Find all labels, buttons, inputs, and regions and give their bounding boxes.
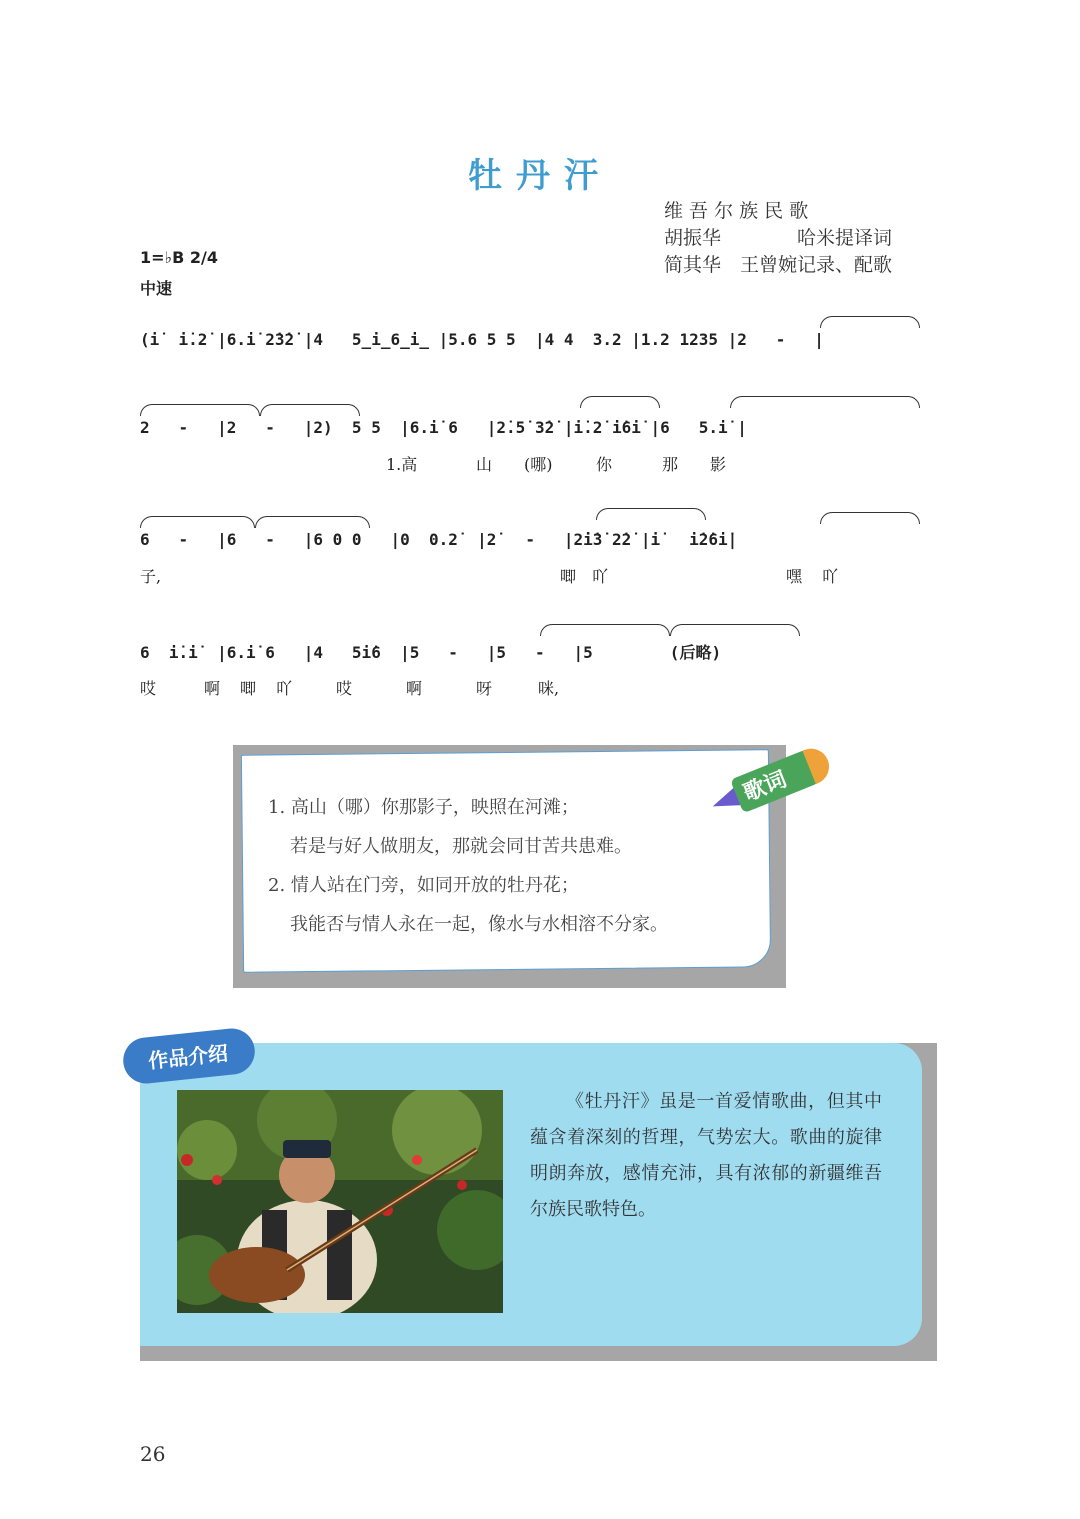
tie-slur	[730, 396, 920, 408]
score-notes-4: 6 i̇.i̇ |6.i̇ 6 |4 5i̇6 |5 - |5 - |5 (后略)	[140, 643, 722, 662]
lyrics-line: 1. 高山（哪）你那影子，映照在河滩；	[268, 797, 579, 818]
lyric-syllable: 影	[710, 455, 727, 474]
credit-line-arrangers: 简其华 王曾婉记录、配歌	[664, 254, 893, 276]
lyric-syllable: 哎	[336, 679, 353, 698]
tie-slur	[820, 512, 920, 524]
lyrics-line: 2. 情人站在门旁，如同开放的牡丹花；	[268, 875, 579, 896]
score-notes-1: (i̇ i̇.2̇ |6.i̇ 2̇3̇2̇ |4 5̲i̲6̲i̲ |5.6 5 5 |4 4 3.2 |1.2 1235 |2 - |	[140, 330, 824, 349]
tie-slur	[140, 404, 260, 416]
tie-slur	[580, 396, 660, 408]
lyric-syllable: 啊	[204, 679, 221, 698]
lyrics-label: 歌词	[740, 766, 791, 807]
lyric-syllable: 嘿	[786, 567, 803, 586]
lyric-syllable: 唧	[560, 567, 577, 586]
lyric-syllable: 啊	[406, 679, 423, 698]
tie-slur	[670, 624, 800, 636]
key-signature: 1=♭B 2/4	[140, 248, 218, 267]
lyric-row-3	[140, 564, 926, 588]
tempo-marking: 中速	[140, 279, 173, 298]
score-notes-2: 2 - |2 - |2) 5 5 |6.i̇ 6 |2̇.5̇ 3̇2̇ |i̇.2̇ i̇6i̇ |6 5.i̇ |	[140, 418, 747, 437]
lyric-syllable: 吖	[592, 567, 609, 586]
tie-slur	[260, 404, 360, 416]
lyric-syllable: (哪)	[524, 455, 553, 474]
lyrics-text	[268, 788, 668, 944]
lyric-syllable: 哎	[140, 679, 157, 698]
score-row-1	[140, 330, 926, 370]
lyrics-line: 我能否与情人永在一起，像水与水相溶不分家。	[290, 914, 668, 935]
lyric-row-4	[140, 676, 926, 700]
tie-slur	[540, 624, 670, 636]
lyric-syllable: 你	[596, 455, 613, 474]
page-title: 牡丹汗	[468, 156, 612, 196]
tie-slur	[255, 516, 370, 528]
lyric-syllable: 吖	[276, 679, 293, 698]
credit-line-translators: 胡振华 哈米提译词	[664, 227, 893, 249]
tie-slur	[820, 316, 920, 328]
lyric-syllable: 呀	[476, 679, 493, 698]
lyric-row-2	[140, 452, 926, 476]
lyric-syllable: 咪,	[538, 679, 560, 698]
lyric-syllable: 吖	[822, 567, 839, 586]
page-number: 26	[140, 1442, 166, 1466]
lyric-syllable: 唧	[240, 679, 257, 698]
lyrics-line: 若是与好人做朋友，那就会同甘苦共患难。	[290, 836, 632, 857]
musician-photo-illustration	[177, 1090, 503, 1313]
intro-text: 《牡丹汗》虽是一首爱情歌曲，但其中蕴含着深刻的哲理，气势宏大。歌曲的旋律明朗奔放，感情充沛，具有浓郁的新疆维吾尔族民歌特色。	[530, 1091, 882, 1220]
credit-line-origin: 维 吾 尔 族 民 歌	[664, 200, 809, 222]
score-row-4	[140, 640, 926, 680]
lyric-syllable: 1.高	[386, 455, 418, 474]
score-notes-3: 6 - |6 - |6 0 0 |0 0.2̇ |2̇ - |2̇i̇3̇ 2̇2̇ |i̇ i̇2̇6i̇|	[140, 530, 738, 549]
credits	[664, 198, 920, 279]
tie-slur	[140, 516, 255, 528]
lyric-syllable: 山	[476, 455, 493, 474]
tie-slur	[596, 508, 706, 520]
musician-photo	[177, 1090, 503, 1313]
intro-label: 作品介绍	[147, 1040, 230, 1074]
lyric-syllable: 那	[662, 455, 679, 474]
lyric-syllable: 子,	[140, 567, 162, 586]
